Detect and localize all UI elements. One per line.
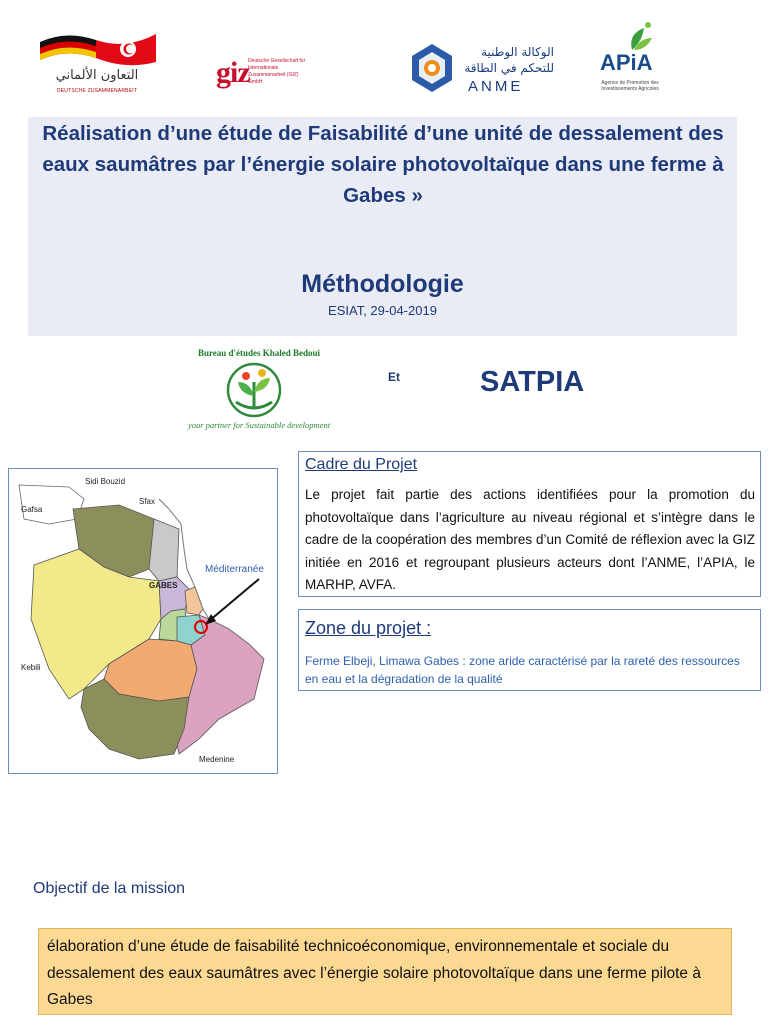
bureau-name: Bureau d'études Khaled Bedoui [197, 348, 321, 358]
giz-logo [214, 52, 314, 100]
apia-leaf-icon [618, 20, 658, 52]
satpia-label: SATPIA [480, 366, 585, 398]
label-kebili: Kebili [21, 663, 41, 672]
label-sidi-bouzid: Sidi Bouzid [85, 477, 126, 486]
german-cooperation-arabic: التعاون الألماني [55, 68, 139, 83]
german-cooperation-logo [36, 28, 158, 100]
objectif-body: élaboration d’une étude de faisabilité technicoéconomique, environnementale et sociale du dessalement des eaux saumâtres avec l’énergie solaire photovoltaïque dans une ferme pilote à Gabes [47, 938, 701, 1008]
site-arrow [209, 579, 259, 621]
bureau-logo [174, 344, 344, 434]
label-medenine: Medenine [199, 755, 235, 764]
anme-logo [408, 38, 558, 100]
plant-icon [226, 362, 282, 418]
cadre-heading: Cadre du Projet [305, 456, 418, 473]
anme-arabic: الوكالة الوطنية للتحكم في الطاقة [464, 45, 554, 75]
giz-text: Deutsche Gesellschaft für Internationale Zusammenarbeit (GIZ) GmbH [248, 58, 306, 85]
label-mediterranee: Méditerranée [205, 564, 264, 575]
cadre-body: Le projet fait partie des actions identifiées pour la promotion du photovoltaïque dans l’agriculture au niveau régional et s’intègre dans le cadre de la coopération des membres d’un Comité de réflexion avec la GIZ initiée en 2016 et regroupant plusieurs acteurs dont l’ANME, l’APIA, le MARHP, AVFA. [305, 487, 755, 592]
german-cooperation-subtitle: DEUTSCHE ZUSAMMENARBEIT [56, 88, 138, 94]
zone-heading: Zone du projet : [305, 618, 432, 638]
apia-text: Agence de Promotion des Investissements Agricoles [601, 80, 659, 92]
anme-emblem-icon [408, 42, 456, 94]
bureau-tagline: your partner for Sustainable development [187, 420, 331, 430]
region-grey [149, 519, 179, 581]
apia-mark: APiA [600, 50, 653, 75]
anme-latin: ANME [468, 78, 524, 95]
cadre-box [298, 451, 761, 597]
label-sfax: Sfax [139, 497, 156, 506]
gabes-region-map [8, 468, 278, 774]
label-gafsa: Gafsa [21, 505, 43, 514]
et-label: Et [388, 370, 400, 384]
page-title: Réalisation d’une étude de Faisabilité d’une unité de dessalement des eaux saumâtres par l’énergie solaire photovoltaïque dans une ferme à Gabes » [42, 122, 724, 207]
methodology-heading: Méthodologie [301, 270, 464, 298]
apia-logo [594, 20, 664, 102]
label-gabes: GABES [149, 581, 178, 590]
date-line: ESIAT, 29-04-2019 [328, 303, 437, 318]
map-drawing [9, 469, 278, 774]
zone-box [298, 609, 761, 691]
zone-body: Ferme Elbeji, Limawa Gabes : zone aride caractérisé par la rareté des ressources en eau et la dégradation de la qualité [305, 654, 740, 686]
giz-mark: giz [216, 56, 250, 89]
flags-ribbon-icon [36, 28, 158, 68]
objectif-box [38, 928, 732, 1015]
objectif-heading: Objectif de la mission [33, 880, 186, 897]
